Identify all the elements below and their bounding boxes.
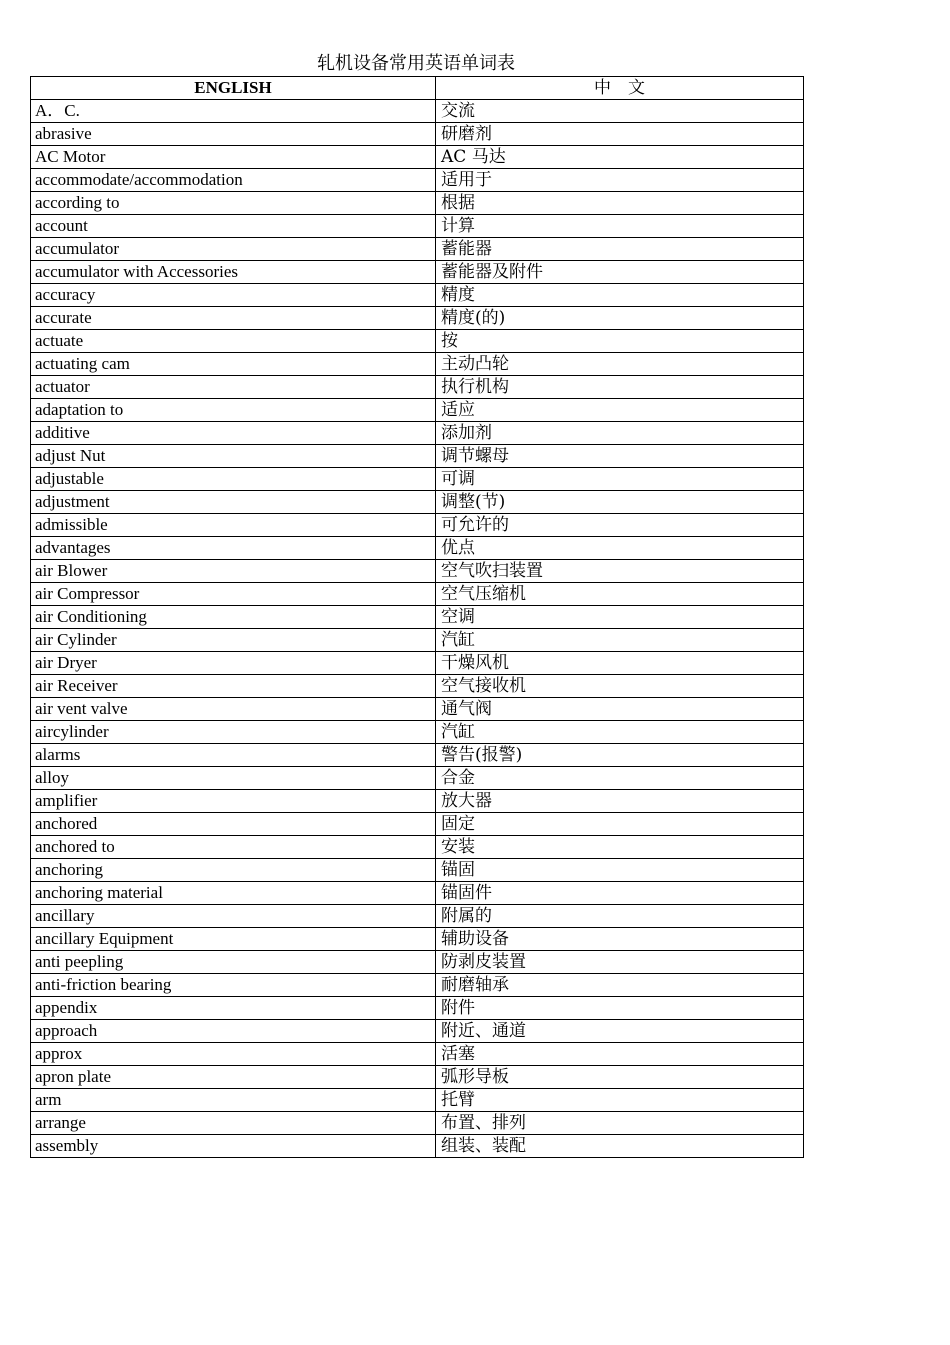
chinese-term-cell: 蓄能器及附件 (436, 261, 804, 284)
chinese-term-cell: 适用于 (436, 169, 804, 192)
chinese-term-cell: 空气吹扫装置 (436, 560, 804, 583)
chinese-term-cell: 干燥风机 (436, 652, 804, 675)
table-row (31, 330, 804, 353)
table-row (31, 928, 804, 951)
table-row (31, 192, 804, 215)
english-term-cell: arm (31, 1089, 436, 1112)
table-row (31, 422, 804, 445)
chinese-term-cell: 研磨剂 (436, 123, 804, 146)
chinese-term-cell: 可允许的 (436, 514, 804, 537)
table-row (31, 284, 804, 307)
chinese-term-cell: 适应 (436, 399, 804, 422)
table-row (31, 100, 804, 123)
table-row (31, 445, 804, 468)
english-term-cell: anti peepling (31, 951, 436, 974)
english-term-cell: air vent valve (31, 698, 436, 721)
table-row (31, 675, 804, 698)
english-term-cell: AC Motor (31, 146, 436, 169)
english-term-cell: according to (31, 192, 436, 215)
table-row (31, 123, 804, 146)
table-row (31, 261, 804, 284)
chinese-term-cell: 交流 (436, 100, 804, 123)
table-row (31, 905, 804, 928)
english-term-cell: air Compressor (31, 583, 436, 606)
chinese-term-cell: 精度 (436, 284, 804, 307)
chinese-term-cell: 根据 (436, 192, 804, 215)
english-term-cell: actuate (31, 330, 436, 353)
chinese-term-cell: 耐磨轴承 (436, 974, 804, 997)
chinese-term-cell: 空气接收机 (436, 675, 804, 698)
chinese-term-cell: 蓄能器 (436, 238, 804, 261)
english-term-cell: aircylinder (31, 721, 436, 744)
english-term-cell: actuator (31, 376, 436, 399)
table-row (31, 514, 804, 537)
chinese-term-cell: 优点 (436, 537, 804, 560)
english-term-cell: air Receiver (31, 675, 436, 698)
chinese-term-cell: 布置、排列 (436, 1112, 804, 1135)
table-row (31, 1089, 804, 1112)
chinese-term-cell: 锚固 (436, 859, 804, 882)
table-row (31, 215, 804, 238)
english-term-cell: accumulator (31, 238, 436, 261)
glossary-body (31, 100, 804, 1158)
chinese-term-cell: 附件 (436, 997, 804, 1020)
english-term-cell: anchored (31, 813, 436, 836)
table-row (31, 1112, 804, 1135)
english-column-header: ENGLISH (31, 77, 436, 100)
english-term-cell: anti-friction bearing (31, 974, 436, 997)
table-row (31, 882, 804, 905)
table-row (31, 721, 804, 744)
table-row (31, 744, 804, 767)
english-term-cell: adaptation to (31, 399, 436, 422)
english-term-cell: accumulator with Accessories (31, 261, 436, 284)
table-row (31, 353, 804, 376)
english-term-cell: account (31, 215, 436, 238)
chinese-term-cell: 辅助设备 (436, 928, 804, 951)
chinese-term-cell: 合金 (436, 767, 804, 790)
english-term-cell: arrange (31, 1112, 436, 1135)
english-term-cell: adjustment (31, 491, 436, 514)
english-term-cell: additive (31, 422, 436, 445)
english-term-cell: alloy (31, 767, 436, 790)
english-term-cell: approach (31, 1020, 436, 1043)
table-row (31, 974, 804, 997)
chinese-term-cell: 空气压缩机 (436, 583, 804, 606)
english-term-cell: actuating cam (31, 353, 436, 376)
chinese-term-cell: 添加剂 (436, 422, 804, 445)
glossary-table (30, 76, 804, 1158)
table-row (31, 146, 804, 169)
table-row (31, 537, 804, 560)
table-row (31, 583, 804, 606)
document-title: 轧机设备常用英语单词表 (317, 53, 515, 74)
english-term-cell: appendix (31, 997, 436, 1020)
english-term-cell: advantages (31, 537, 436, 560)
english-term-cell: A．C. (31, 100, 436, 123)
english-term-cell: approx (31, 1043, 436, 1066)
chinese-term-cell: 弧形导板 (436, 1066, 804, 1089)
chinese-term-cell: 附近、通道 (436, 1020, 804, 1043)
english-term-cell: accurate (31, 307, 436, 330)
table-row (31, 629, 804, 652)
english-term-cell: abrasive (31, 123, 436, 146)
chinese-term-cell: 可调 (436, 468, 804, 491)
table-row (31, 997, 804, 1020)
english-term-cell: accuracy (31, 284, 436, 307)
table-row (31, 238, 804, 261)
table-row (31, 399, 804, 422)
english-term-cell: adjust Nut (31, 445, 436, 468)
table-row (31, 652, 804, 675)
table-row (31, 790, 804, 813)
chinese-term-cell: 调整(节) (436, 491, 804, 514)
english-term-cell: air Blower (31, 560, 436, 583)
chinese-term-cell: 汽缸 (436, 721, 804, 744)
chinese-term-cell: 锚固件 (436, 882, 804, 905)
table-row (31, 698, 804, 721)
english-term-cell: amplifier (31, 790, 436, 813)
chinese-term-cell: 附属的 (436, 905, 804, 928)
english-term-cell: air Dryer (31, 652, 436, 675)
table-row (31, 307, 804, 330)
chinese-term-cell: 按 (436, 330, 804, 353)
table-row (31, 560, 804, 583)
chinese-term-cell: 警告(报警) (436, 744, 804, 767)
chinese-term-cell: 执行机构 (436, 376, 804, 399)
table-row (31, 859, 804, 882)
english-term-cell: adjustable (31, 468, 436, 491)
table-row (31, 813, 804, 836)
table-row (31, 1020, 804, 1043)
chinese-term-cell: 调节螺母 (436, 445, 804, 468)
table-row (31, 376, 804, 399)
table-row (31, 1043, 804, 1066)
table-row (31, 767, 804, 790)
table-row (31, 951, 804, 974)
english-term-cell: anchored to (31, 836, 436, 859)
table-row (31, 1135, 804, 1158)
chinese-term-cell: 放大器 (436, 790, 804, 813)
table-row (31, 606, 804, 629)
table-row (31, 169, 804, 192)
english-term-cell: ancillary (31, 905, 436, 928)
english-term-cell: anchoring (31, 859, 436, 882)
chinese-column-header: 中 文 (436, 77, 804, 100)
english-term-cell: anchoring material (31, 882, 436, 905)
english-term-cell: admissible (31, 514, 436, 537)
table-row (31, 1066, 804, 1089)
chinese-term-cell: 计算 (436, 215, 804, 238)
english-term-cell: ancillary Equipment (31, 928, 436, 951)
chinese-term-cell: 通气阀 (436, 698, 804, 721)
chinese-term-cell: 固定 (436, 813, 804, 836)
english-term-cell: accommodate/accommodation (31, 169, 436, 192)
table-row (31, 468, 804, 491)
english-term-cell: air Cylinder (31, 629, 436, 652)
chinese-term-cell: 空调 (436, 606, 804, 629)
chinese-term-cell: AC 马达 (436, 146, 804, 169)
chinese-term-cell: 组装、装配 (436, 1135, 804, 1158)
chinese-term-cell: 汽缸 (436, 629, 804, 652)
english-term-cell: air Conditioning (31, 606, 436, 629)
chinese-term-cell: 主动凸轮 (436, 353, 804, 376)
english-term-cell: alarms (31, 744, 436, 767)
english-term-cell: apron plate (31, 1066, 436, 1089)
chinese-term-cell: 防剥皮装置 (436, 951, 804, 974)
english-term-cell: assembly (31, 1135, 436, 1158)
chinese-term-cell: 精度(的) (436, 307, 804, 330)
table-row (31, 836, 804, 859)
chinese-term-cell: 活塞 (436, 1043, 804, 1066)
table-row (31, 491, 804, 514)
table-header-row (31, 77, 804, 100)
chinese-term-cell: 安装 (436, 836, 804, 859)
chinese-term-cell: 托臂 (436, 1089, 804, 1112)
